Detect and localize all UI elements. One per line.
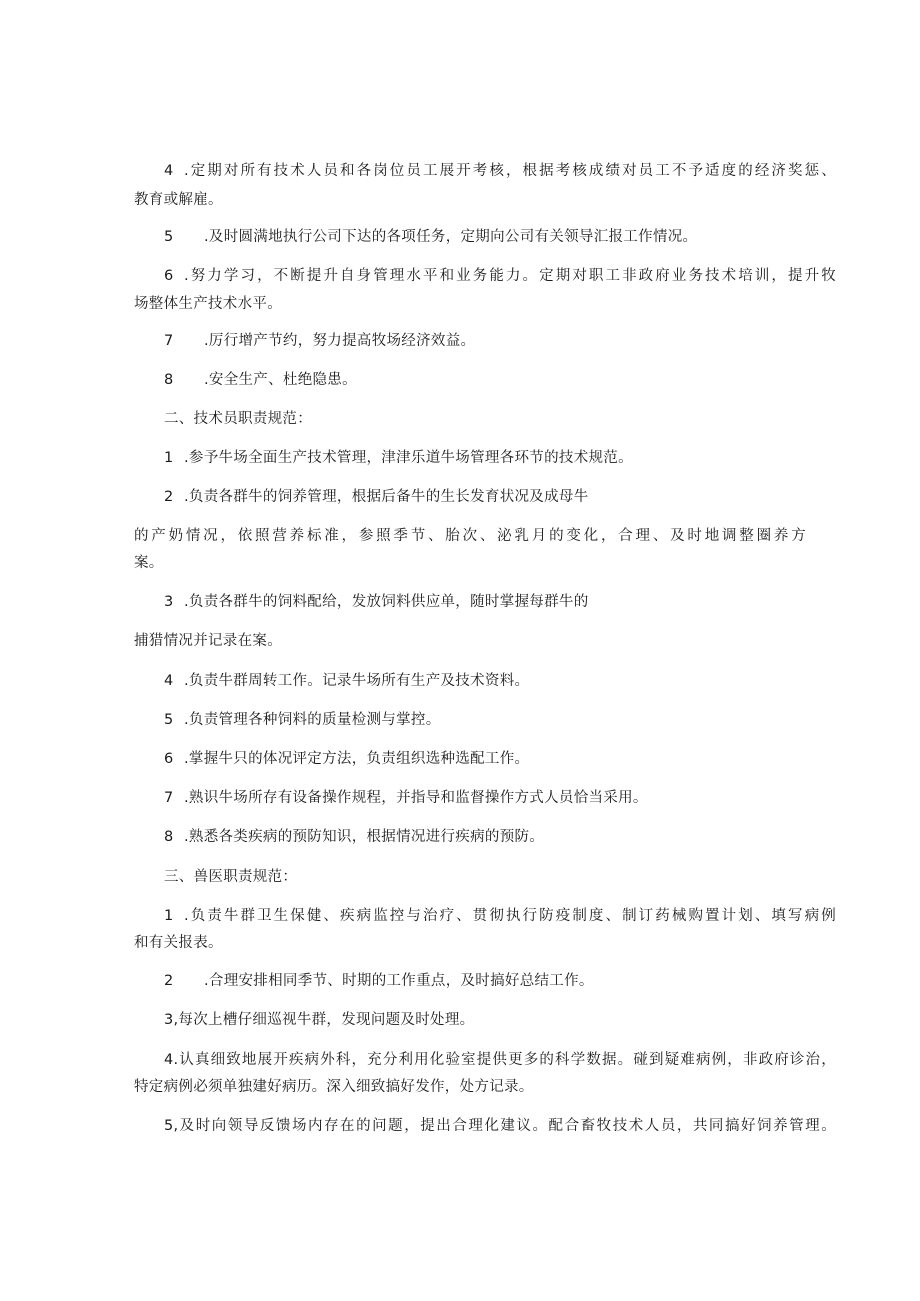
paragraph-line xyxy=(164,967,836,996)
item-number: 8 xyxy=(164,372,174,388)
paragraph-text: 和有关报表。 xyxy=(134,935,223,951)
paragraph-line xyxy=(164,157,836,186)
paragraph-line xyxy=(164,1046,836,1075)
item-number: 6 xyxy=(164,268,174,284)
paragraph-text: .参予牛场全面生产技术管理，津津乐道牛场管理各环节的技术规范。 xyxy=(184,450,633,466)
paragraph-line xyxy=(164,327,836,356)
paragraph-text: .负责管理各种饲料的质量检测与掌控。 xyxy=(184,712,441,728)
item-number: 2 xyxy=(164,973,174,989)
item-number: 1 xyxy=(164,908,174,924)
item-number: 1 xyxy=(164,450,174,466)
paragraph-line xyxy=(164,667,836,696)
paragraph-line xyxy=(164,262,836,291)
paragraph-text: 4.认真细致地展开疾病外科，充分利用化验室提供更多的科学数据。碰到疑难病例，非政府诊治， xyxy=(164,1052,836,1068)
item-number: 6 xyxy=(164,751,174,767)
paragraph-text: 特定病例必须单独建好病历。深入细致搞好发作，处方记录。 xyxy=(134,1079,534,1095)
paragraph-text: .负责各群牛的饲养管理，根据后备牛的生长发育状况及成母牛 xyxy=(184,489,589,505)
paragraph-line xyxy=(134,627,806,656)
paragraph-text: 教育或解雇。 xyxy=(134,192,223,208)
section-heading xyxy=(164,863,836,892)
paragraph-text: .定期对所有技术人员和各岗位员工展开考核，根据考核成绩对员工不予适度的经济奖惩、 xyxy=(184,163,836,179)
paragraph-line xyxy=(164,823,836,852)
paragraph-text: .安全生产、杜绝隐患。 xyxy=(204,372,357,388)
paragraph-text: .努力学习，不断提升自身管理水平和业务能力。定期对职工非政府业务技术培训，提升牧 xyxy=(184,268,836,284)
paragraph-line xyxy=(164,1112,836,1141)
paragraph-text: .负责各群牛的饲料配给，发放饲料供应单，随时掌握每群牛的 xyxy=(184,594,589,610)
paragraph-line xyxy=(164,223,836,252)
paragraph-line xyxy=(134,290,806,319)
paragraph-line xyxy=(164,366,836,395)
paragraph-line xyxy=(164,706,836,735)
item-number: 5 xyxy=(164,712,174,728)
paragraph-text: 场整体生产技术水平。 xyxy=(134,296,282,312)
item-number: 4 xyxy=(164,673,174,689)
item-number: 3 xyxy=(164,594,174,610)
paragraph-text: .负责牛群周转工作。记录牛场所有生产及技术资料。 xyxy=(184,673,530,689)
paragraph-text: .熟识牛场所存有设备操作规程，并指导和监督操作方式人员恰当采用。 xyxy=(184,790,648,806)
section-heading-text: 二、技术员职责规范： xyxy=(164,411,312,427)
item-number: 8 xyxy=(164,829,174,845)
item-number: 4 xyxy=(164,163,174,179)
paragraph-line xyxy=(134,186,806,215)
paragraph-text: .负责牛群卫生保健、疾病监控与治疗、贯彻执行防疫制度、制订药械购置计划、填写病例 xyxy=(184,908,836,924)
paragraph-line xyxy=(164,745,836,774)
section-heading xyxy=(164,405,836,434)
paragraph-line xyxy=(164,444,836,473)
paragraph-line xyxy=(134,549,806,578)
paragraph-text: 案。 xyxy=(134,555,164,571)
paragraph-text: .合理安排相同季节、时期的工作重点，及时搞好总结工作。 xyxy=(204,973,594,989)
item-number: 2 xyxy=(164,489,174,505)
paragraph-text: .熟悉各类疾病的预防知识，根据情况进行疾病的预防。 xyxy=(184,829,545,845)
paragraph-line xyxy=(164,483,836,512)
paragraph-line xyxy=(164,902,836,931)
paragraph-text: 5,及时向领导反馈场内存在的问题，提出合理化建议。配合畜牧技术人员，共同搞好饲养管理。 xyxy=(164,1118,836,1134)
paragraph-line xyxy=(134,1073,806,1102)
item-number: 7 xyxy=(164,333,174,349)
paragraph-line xyxy=(164,1006,836,1035)
paragraph-line xyxy=(134,929,806,958)
paragraph-text: .厉行增产节约，努力提高牧场经济效益。 xyxy=(204,333,476,349)
paragraph-line xyxy=(134,522,806,551)
paragraph-line xyxy=(164,588,836,617)
paragraph-text: 捕猎情况并记录在案。 xyxy=(134,633,282,649)
paragraph-text: 3,每次上槽仔细巡视牛群，发现问题及时处理。 xyxy=(164,1012,475,1028)
section-heading-text: 三、兽医职责规范： xyxy=(164,869,298,885)
paragraph-line xyxy=(164,784,836,813)
item-number: 5 xyxy=(164,229,174,245)
item-number: 7 xyxy=(164,790,174,806)
paragraph-text: 的产奶情况，依照营养标准，参照季节、胎次、泌乳月的变化，合理、及时地调整圈养方 xyxy=(134,528,806,544)
paragraph-text: .掌握牛只的体况评定方法，负责组织选种选配工作。 xyxy=(184,751,530,767)
paragraph-text: .及时圆满地执行公司下达的各项任务，定期向公司有关领导汇报工作情况。 xyxy=(204,229,698,245)
